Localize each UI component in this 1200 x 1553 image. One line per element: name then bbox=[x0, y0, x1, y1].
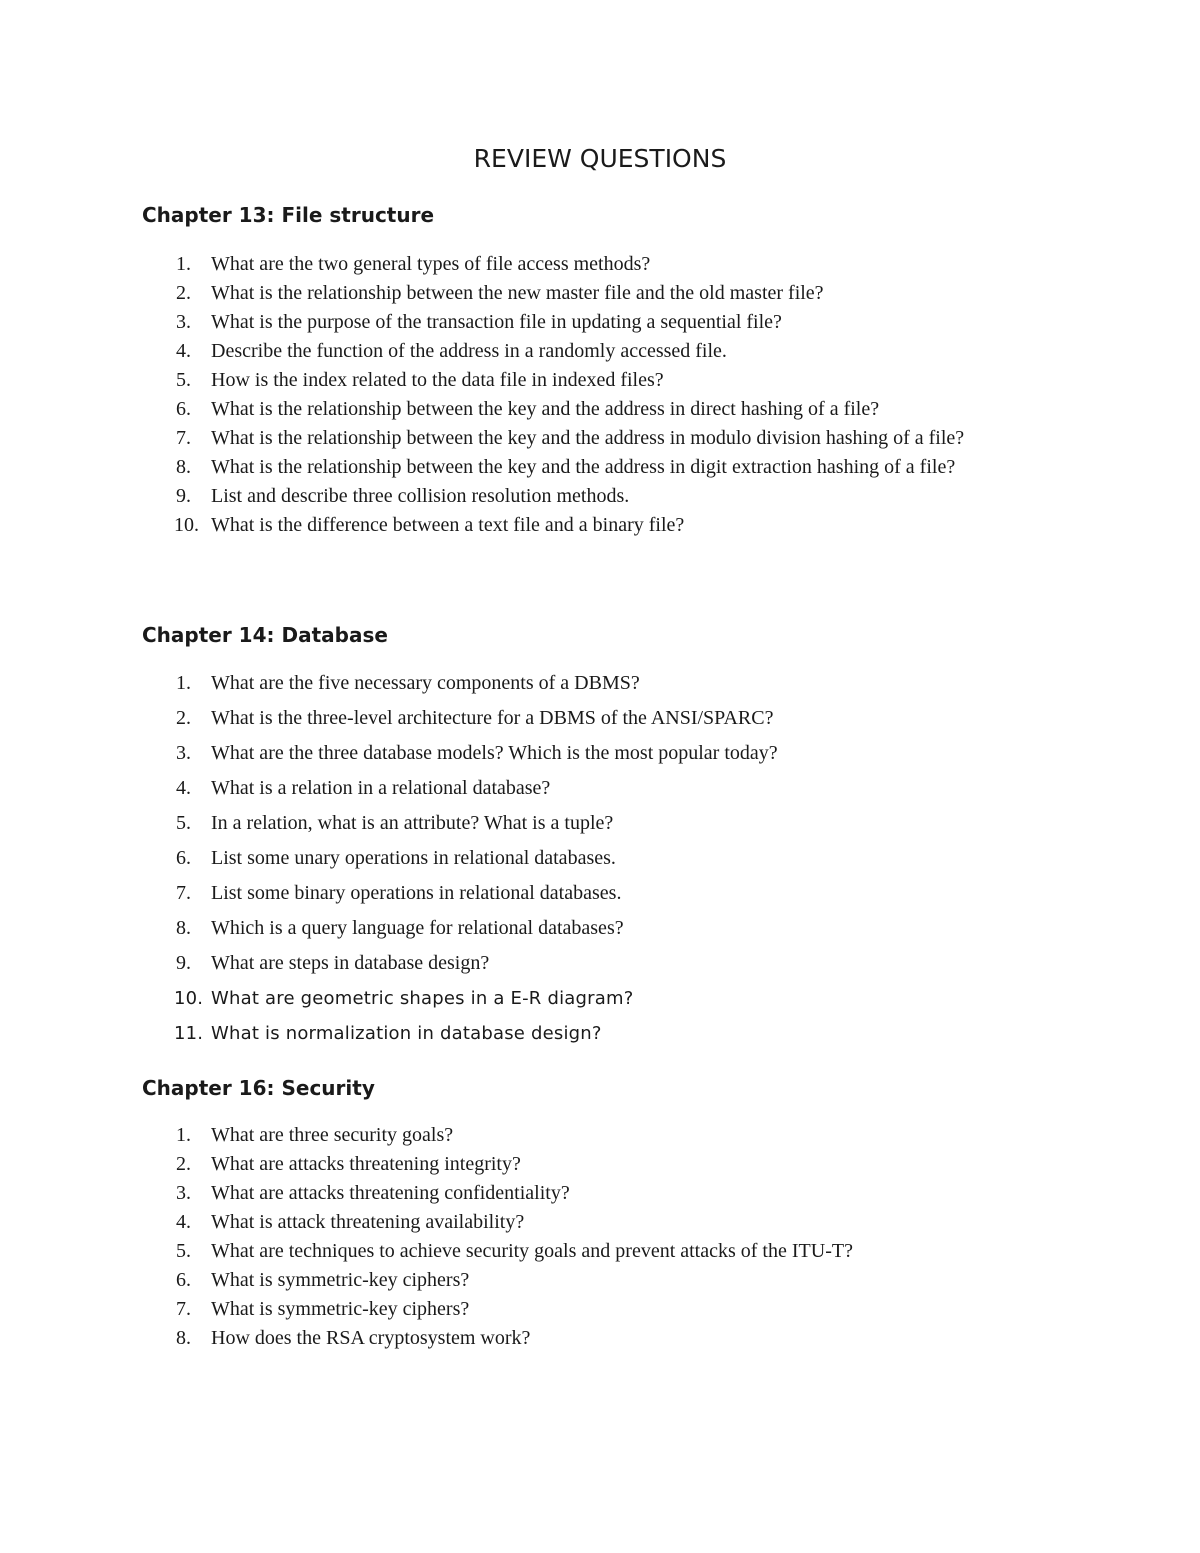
question-item bbox=[176, 511, 1076, 540]
question-number: 9. bbox=[176, 952, 191, 974]
question-number: 7. bbox=[176, 882, 191, 904]
question-number: 5. bbox=[176, 812, 191, 834]
question-item bbox=[176, 946, 1076, 981]
question-item bbox=[176, 308, 1076, 337]
question-text: Describe the function of the address in a randomly accessed file. bbox=[211, 340, 727, 362]
question-number: 2. bbox=[176, 282, 191, 304]
question-item bbox=[176, 1121, 1076, 1150]
question-item bbox=[176, 1179, 1076, 1208]
question-number: 1. bbox=[176, 672, 191, 694]
question-number: 3. bbox=[176, 742, 191, 764]
question-text: What is the relationship between the key and the address in modulo division hashing of a file? bbox=[211, 427, 965, 449]
question-number: 4. bbox=[176, 777, 191, 799]
question-text: What is the three-level architecture for a DBMS of the ANSI/SPARC? bbox=[211, 707, 774, 729]
question-text: What are attacks threatening integrity? bbox=[211, 1153, 521, 1175]
question-number: 11. bbox=[174, 1023, 204, 1044]
question-number: 6. bbox=[176, 398, 191, 420]
question-number: 8. bbox=[176, 917, 191, 939]
question-item bbox=[176, 666, 1076, 701]
question-text: In a relation, what is an attribute? What is a tuple? bbox=[211, 812, 614, 834]
question-item bbox=[176, 1237, 1076, 1266]
document-title: REVIEW QUESTIONS bbox=[473, 144, 727, 173]
question-text: What is the relationship between the key and the address in digit extraction hashing of a file? bbox=[211, 456, 956, 478]
question-text: What are attacks threatening confidentiality? bbox=[211, 1182, 570, 1204]
question-text: Which is a query language for relational databases? bbox=[211, 917, 624, 939]
question-item bbox=[176, 395, 1076, 424]
chapter-16-question-list bbox=[176, 1121, 1076, 1353]
question-item bbox=[176, 981, 1076, 1016]
question-number: 7. bbox=[176, 1298, 191, 1320]
question-number: 10. bbox=[174, 988, 204, 1009]
question-number: 5. bbox=[176, 1240, 191, 1262]
question-number: 1. bbox=[176, 1124, 191, 1146]
question-item bbox=[176, 701, 1076, 736]
chapter-14-heading: Chapter 14: Database bbox=[142, 623, 388, 647]
question-number: 2. bbox=[176, 1153, 191, 1175]
question-number: 4. bbox=[176, 340, 191, 362]
question-number: 5. bbox=[176, 369, 191, 391]
question-item bbox=[176, 876, 1076, 911]
question-text: What is the purpose of the transaction file in updating a sequential file? bbox=[211, 311, 782, 333]
question-item bbox=[176, 366, 1076, 395]
question-item bbox=[176, 1016, 1076, 1051]
question-text: What are the three database models? Which is the most popular today? bbox=[211, 742, 778, 764]
question-number: 3. bbox=[176, 1182, 191, 1204]
question-text: What are techniques to achieve security goals and prevent attacks of the ITU-T? bbox=[211, 1240, 853, 1262]
question-text: What is the difference between a text file and a binary file? bbox=[211, 514, 685, 536]
question-item bbox=[176, 1324, 1076, 1353]
question-text: What is a relation in a relational database? bbox=[211, 777, 551, 799]
question-item bbox=[176, 279, 1076, 308]
question-number: 1. bbox=[176, 253, 191, 275]
chapter-16-heading: Chapter 16: Security bbox=[142, 1076, 375, 1100]
chapter-13-question-list bbox=[176, 250, 1076, 540]
question-item bbox=[176, 911, 1076, 946]
question-number: 8. bbox=[176, 456, 191, 478]
question-number: 6. bbox=[176, 1269, 191, 1291]
question-text: What is symmetric-key ciphers? bbox=[211, 1269, 470, 1291]
question-number: 10. bbox=[174, 514, 199, 536]
question-number: 7. bbox=[176, 427, 191, 449]
question-item bbox=[176, 337, 1076, 366]
question-item bbox=[176, 806, 1076, 841]
chapter-13-heading: Chapter 13: File structure bbox=[142, 203, 435, 227]
question-item bbox=[176, 1208, 1076, 1237]
question-item bbox=[176, 1266, 1076, 1295]
question-item bbox=[176, 841, 1076, 876]
question-text: What are geometric shapes in a E-R diagram? bbox=[211, 988, 634, 1009]
question-text: What is attack threatening availability? bbox=[211, 1211, 525, 1233]
chapter-14-question-list bbox=[176, 666, 1076, 1051]
question-item bbox=[176, 771, 1076, 806]
question-text: What are steps in database design? bbox=[211, 952, 490, 974]
question-text: How is the index related to the data file in indexed files? bbox=[211, 369, 664, 391]
question-item bbox=[176, 482, 1076, 511]
question-text: What is the relationship between the new master file and the old master file? bbox=[211, 282, 824, 304]
question-text: What is symmetric-key ciphers? bbox=[211, 1298, 470, 1320]
question-text: What are three security goals? bbox=[211, 1124, 454, 1146]
question-text: List and describe three collision resolution methods. bbox=[211, 485, 630, 507]
question-item bbox=[176, 250, 1076, 279]
question-item bbox=[176, 424, 1076, 453]
question-number: 9. bbox=[176, 485, 191, 507]
question-number: 6. bbox=[176, 847, 191, 869]
question-number: 2. bbox=[176, 707, 191, 729]
question-text: What is normalization in database design? bbox=[211, 1023, 602, 1044]
question-text: What are the five necessary components of a DBMS? bbox=[211, 672, 640, 694]
question-number: 3. bbox=[176, 311, 191, 333]
question-number: 4. bbox=[176, 1211, 191, 1233]
question-text: How does the RSA cryptosystem work? bbox=[211, 1327, 531, 1349]
question-item bbox=[176, 453, 1076, 482]
question-item bbox=[176, 736, 1076, 771]
question-item bbox=[176, 1295, 1076, 1324]
question-text: What is the relationship between the key and the address in direct hashing of a file? bbox=[211, 398, 880, 420]
question-text: What are the two general types of file access methods? bbox=[211, 253, 651, 275]
question-number: 8. bbox=[176, 1327, 191, 1349]
question-text: List some binary operations in relational databases. bbox=[211, 882, 622, 904]
question-text: List some unary operations in relational databases. bbox=[211, 847, 616, 869]
question-item bbox=[176, 1150, 1076, 1179]
